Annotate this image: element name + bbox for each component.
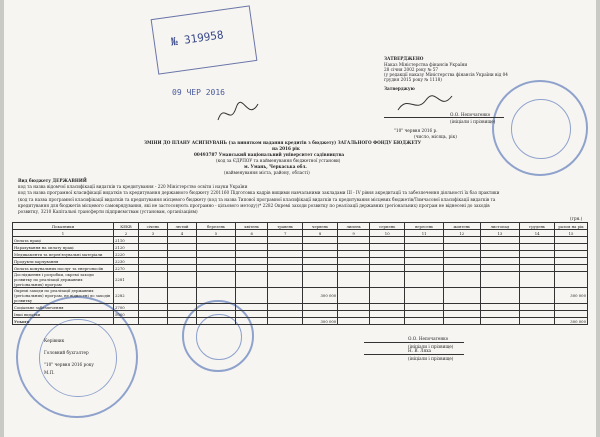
info-line-2: код та назва програмної класифікації видатків та кредитування державного бюджету 2201160 Підготовка кадрів вищими навчальними закладами ІІІ - IV рівня акредитації та забезпечення діяльності їх баз практики xyxy=(18,190,500,195)
col-header: КЕКВ xyxy=(114,223,139,230)
row-value xyxy=(268,251,303,258)
row-value xyxy=(405,258,444,265)
organization-hint: (код за ЄДРПОУ та найменування бюджетної установи) xyxy=(216,158,341,163)
table-row xyxy=(13,272,588,288)
info-line-5: розвитку, 3210 Капітальні трансферти підприємствам (установам, організаціям) xyxy=(18,209,198,214)
row-value xyxy=(302,304,337,311)
accountant-signature-line xyxy=(364,354,464,355)
row-value xyxy=(480,265,520,272)
col-header: Показники xyxy=(13,223,114,230)
row-value xyxy=(139,265,168,272)
row-value xyxy=(520,311,555,318)
row-value xyxy=(370,272,405,288)
row-value xyxy=(167,288,196,304)
row-value xyxy=(338,237,370,244)
head-label: Керівник xyxy=(44,338,65,343)
row-value xyxy=(370,318,405,325)
row-label: Оплата праці xyxy=(13,237,114,244)
row-value xyxy=(235,304,267,311)
row-value xyxy=(555,258,588,265)
index-cell: 15 xyxy=(555,230,588,237)
row-value xyxy=(520,258,555,265)
index-cell: 13 xyxy=(480,230,520,237)
row-value xyxy=(338,265,370,272)
col-header: червень xyxy=(302,223,337,230)
col-header: жовтень xyxy=(444,223,481,230)
row-value xyxy=(167,258,196,265)
approval-signer-line xyxy=(384,117,504,118)
row-value xyxy=(444,244,481,251)
row-value xyxy=(268,237,303,244)
row-value xyxy=(555,272,588,288)
approval-line-3: (у редакції наказу Міністерства фінансів України від 04 xyxy=(384,72,508,77)
row-value xyxy=(167,265,196,272)
table-row xyxy=(13,265,588,272)
row-value xyxy=(139,311,168,318)
col-header: лютий xyxy=(167,223,196,230)
row-value xyxy=(405,251,444,258)
col-header: січень xyxy=(139,223,168,230)
row-value xyxy=(268,318,303,325)
row-value xyxy=(197,237,236,244)
document-sheet xyxy=(4,0,596,437)
table-row xyxy=(13,258,588,265)
index-cell: 6 xyxy=(235,230,267,237)
index-cell: 14 xyxy=(520,230,555,237)
row-value xyxy=(268,272,303,288)
row-value xyxy=(167,237,196,244)
row-value xyxy=(555,244,588,251)
row-value xyxy=(235,265,267,272)
row-value xyxy=(167,311,196,318)
row-value xyxy=(520,272,555,288)
approval-line-4: грудня 2015 року № 1118) xyxy=(384,77,442,82)
accountant-hint: (ініціали і прізвище) xyxy=(408,356,454,361)
row-value xyxy=(405,265,444,272)
row-value xyxy=(480,318,520,325)
row-label: Окремі заходи по реалізації державних (регіональних) програм, не віднесені до заходів розвитку xyxy=(13,288,114,304)
row-value xyxy=(197,288,236,304)
row-value xyxy=(338,304,370,311)
accountant-name: Н. В. Ляха xyxy=(408,348,432,353)
row-code: 2282 xyxy=(114,288,139,304)
row-value xyxy=(268,244,303,251)
unit-label: (грн.) xyxy=(570,216,583,221)
row-value xyxy=(520,244,555,251)
row-value xyxy=(268,258,303,265)
row-value xyxy=(370,244,405,251)
row-value xyxy=(480,304,520,311)
row-value xyxy=(167,251,196,258)
stamp-date: 09 ЧЕР 2016 xyxy=(172,88,225,97)
row-value xyxy=(235,288,267,304)
table-row xyxy=(13,318,588,325)
row-value xyxy=(197,272,236,288)
col-header: листопад xyxy=(480,223,520,230)
index-cell: 11 xyxy=(405,230,444,237)
document-year: на 2016 рік xyxy=(272,146,300,151)
row-value xyxy=(302,272,337,288)
approval-signer: О.О. Непочатенко xyxy=(450,112,491,117)
row-value xyxy=(197,311,236,318)
approval-line-1: Наказ Міністерства фінансів України xyxy=(384,62,468,67)
approval-date-hint: (число, місяць, рік) xyxy=(414,134,457,139)
index-cell: 4 xyxy=(167,230,196,237)
row-value xyxy=(338,258,370,265)
row-value xyxy=(405,311,444,318)
row-value xyxy=(370,251,405,258)
info-line-3: (код та назва програмної класифікації видатків та кредитування місцевого бюджету (код та назва Типової програмної класифікації видатків та кредитування місцевих бюджетів/Тимчасової класифікації видатків та xyxy=(18,197,496,202)
index-cell: 1 xyxy=(13,230,114,237)
row-value xyxy=(444,237,481,244)
row-value xyxy=(405,237,444,244)
row-value xyxy=(520,265,555,272)
ministry-seal-top-right xyxy=(492,80,588,176)
city-hint: (найменування міста, району, області) xyxy=(224,170,310,175)
accountant-label: Головний бухгалтер xyxy=(44,350,89,355)
row-value xyxy=(139,272,168,288)
row-value xyxy=(302,237,337,244)
row-value xyxy=(268,304,303,311)
index-cell: 3 xyxy=(139,230,168,237)
row-value xyxy=(444,288,481,304)
row-label: Оплата комунальних послуг та енергоносіїв xyxy=(13,265,114,272)
row-value xyxy=(520,237,555,244)
row-label: Продукти харчування xyxy=(13,258,114,265)
row-value xyxy=(480,237,520,244)
row-value xyxy=(167,272,196,288)
col-header: грудень xyxy=(520,223,555,230)
row-value xyxy=(444,272,481,288)
row-label: Усього xyxy=(13,318,114,325)
document-title: ЗМІНИ ДО ПЛАНУ АСИГНУВАНЬ (за винятком надання кредитів з бюджету) ЗАГАЛЬНОГО ФОНДУ БЮДЖЕТУ xyxy=(144,140,422,145)
city-name: м. Умань, Черкаська обл. xyxy=(244,164,307,169)
row-value xyxy=(405,244,444,251)
row-value xyxy=(444,311,481,318)
row-value xyxy=(480,272,520,288)
row-value xyxy=(480,258,520,265)
index-cell: 12 xyxy=(444,230,481,237)
row-value xyxy=(444,258,481,265)
row-value: 300 000 xyxy=(555,318,588,325)
row-value xyxy=(405,318,444,325)
row-value xyxy=(197,258,236,265)
row-value xyxy=(338,272,370,288)
index-cell: 9 xyxy=(338,230,370,237)
row-value xyxy=(139,244,168,251)
row-code: 2230 xyxy=(114,258,139,265)
row-value xyxy=(555,251,588,258)
row-value: 300 000 xyxy=(302,318,337,325)
col-header: вересень xyxy=(405,223,444,230)
head-hint: (ініціали і прізвище) xyxy=(408,344,454,349)
row-label: Дослідження і розробки, окремі заходи розвитку по реалізації державних (регіональних) програм xyxy=(13,272,114,288)
row-value xyxy=(338,251,370,258)
col-header: разом на рік xyxy=(555,223,588,230)
row-value xyxy=(405,288,444,304)
row-label: Медикаменти та перев'язувальні матеріали xyxy=(13,251,114,258)
row-value xyxy=(197,251,236,258)
signature-date: "10" червня 2016 року xyxy=(44,362,94,367)
table-row xyxy=(13,304,588,311)
index-cell: 8 xyxy=(302,230,337,237)
row-value xyxy=(235,318,267,325)
row-value xyxy=(197,265,236,272)
row-value xyxy=(480,244,520,251)
row-label: Нарахування на оплату праці xyxy=(13,244,114,251)
row-value xyxy=(197,318,236,325)
table-row xyxy=(13,244,588,251)
row-value xyxy=(235,311,267,318)
row-value xyxy=(139,318,168,325)
table-row xyxy=(13,237,588,244)
table-row xyxy=(13,251,588,258)
row-label: Інші видатки xyxy=(13,311,114,318)
approval-head-label: Затверджую xyxy=(384,86,415,91)
row-value xyxy=(268,311,303,318)
col-header: березень xyxy=(197,223,236,230)
row-value xyxy=(235,237,267,244)
row-value xyxy=(520,251,555,258)
row-value xyxy=(139,258,168,265)
allocation-table xyxy=(12,222,588,325)
row-value xyxy=(197,244,236,251)
index-cell: 10 xyxy=(370,230,405,237)
col-header: липень xyxy=(338,223,370,230)
row-value xyxy=(302,251,337,258)
table-index-row xyxy=(13,230,588,237)
stamp-number: № 319958 xyxy=(170,28,225,49)
row-code: 2281 xyxy=(114,272,139,288)
row-value xyxy=(338,318,370,325)
approval-line-2: 28 січня 2002 року № 57 xyxy=(384,67,439,72)
row-value xyxy=(302,311,337,318)
row-value xyxy=(520,304,555,311)
row-value xyxy=(370,237,405,244)
row-code: 2220 xyxy=(114,251,139,258)
row-value xyxy=(480,311,520,318)
row-code xyxy=(114,318,139,325)
head-signature-line xyxy=(364,342,464,343)
col-header: травень xyxy=(268,223,303,230)
signature-scribble-approval xyxy=(396,92,456,116)
row-value xyxy=(370,304,405,311)
row-value xyxy=(370,265,405,272)
row-value xyxy=(405,304,444,311)
row-value xyxy=(268,265,303,272)
row-value xyxy=(520,288,555,304)
row-value xyxy=(139,288,168,304)
index-cell: 7 xyxy=(268,230,303,237)
row-value xyxy=(338,244,370,251)
row-value xyxy=(405,272,444,288)
row-value xyxy=(268,288,303,304)
row-value xyxy=(235,244,267,251)
row-value xyxy=(302,265,337,272)
row-value xyxy=(480,251,520,258)
approval-label: ЗАТВЕРДЖЕНО xyxy=(384,56,424,61)
row-code: 2110 xyxy=(114,237,139,244)
row-value xyxy=(139,304,168,311)
info-line-1: код та назва відомчої класифікації видатків та кредитування - 220 Міністерство освіти і науки України xyxy=(18,184,248,189)
row-value xyxy=(555,304,588,311)
row-code: 2120 xyxy=(114,244,139,251)
index-cell: 2 xyxy=(114,230,139,237)
approval-signer-hint: (ініціали і прізвище) xyxy=(450,119,496,124)
row-value xyxy=(370,288,405,304)
table-header-row xyxy=(13,223,588,230)
approval-date: "10" червня 2016 р. xyxy=(394,128,438,133)
row-value xyxy=(167,304,196,311)
col-header: серпень xyxy=(370,223,405,230)
row-value xyxy=(555,311,588,318)
budget-type: Вид бюджету ДЕРЖАВНИЙ xyxy=(18,178,87,183)
row-value xyxy=(167,244,196,251)
row-label: Соціальне забезпечення xyxy=(13,304,114,311)
info-line-4: кредитування для бюджетів місцевого самоврядування, які не застосовують програмно - цільового методу))* 2282 Окремі заходи розвитку по реалізації державних (регіональних) програм не віднесені до заходів xyxy=(18,203,490,208)
organization-name: 00493787 Уманський національний університет садівництва xyxy=(194,152,345,157)
row-value: 300 000 xyxy=(302,288,337,304)
row-value xyxy=(338,311,370,318)
registration-stamp xyxy=(151,5,258,74)
row-value xyxy=(197,304,236,311)
row-value: 300 000 xyxy=(555,288,588,304)
row-value xyxy=(370,258,405,265)
row-value xyxy=(139,237,168,244)
row-value xyxy=(302,258,337,265)
row-value xyxy=(444,304,481,311)
table-row xyxy=(13,311,588,318)
index-cell: 5 xyxy=(197,230,236,237)
row-code: 5000 xyxy=(114,311,139,318)
stamp-place: М.П. xyxy=(44,370,55,375)
row-code: 2270 xyxy=(114,265,139,272)
row-value xyxy=(235,258,267,265)
row-value xyxy=(444,251,481,258)
row-value xyxy=(235,272,267,288)
row-value xyxy=(480,288,520,304)
row-value xyxy=(370,311,405,318)
row-value xyxy=(444,318,481,325)
col-header: квітень xyxy=(235,223,267,230)
row-code: 2700 xyxy=(114,304,139,311)
head-name: О.О. Непочатенко xyxy=(408,336,449,341)
row-value xyxy=(139,251,168,258)
table-row xyxy=(13,288,588,304)
row-value xyxy=(555,237,588,244)
row-value xyxy=(520,318,555,325)
row-value xyxy=(302,244,337,251)
signature-scribble xyxy=(214,98,264,128)
row-value xyxy=(167,318,196,325)
row-value xyxy=(555,265,588,272)
row-value xyxy=(444,265,481,272)
row-value xyxy=(338,288,370,304)
row-value xyxy=(235,251,267,258)
